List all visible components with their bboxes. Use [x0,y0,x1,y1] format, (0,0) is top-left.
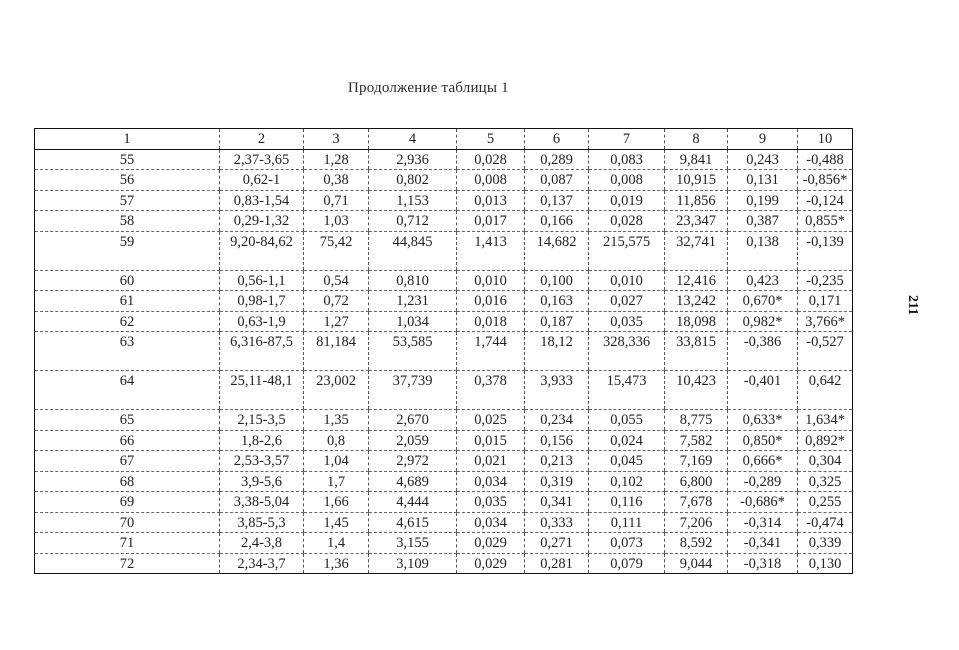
table-cell: 0,035 [589,311,665,332]
table-cell: 0,802 [369,170,457,191]
table-cell: 62 [35,311,220,332]
table-cell: 0,712 [369,211,457,232]
table-cell: 1,36 [304,553,369,574]
table-cell: 0,024 [589,430,665,451]
table-cell: -0,124 [798,190,853,211]
table-cell: 18,12 [525,332,589,371]
table-cell: 7,169 [665,451,728,472]
table-cell: 3,155 [369,533,457,554]
page-number: 211 [905,295,920,316]
table-cell: 0,111 [589,512,665,533]
table-cell: 0,56-1,1 [220,270,304,291]
table-cell: 0,8 [304,430,369,451]
table-cell: 10,423 [665,371,728,410]
table-cell: 0,021 [457,451,525,472]
table-cell: 0,281 [525,553,589,574]
table-cell: 6 [525,129,589,150]
table-cell: 60 [35,270,220,291]
data-table [34,128,853,574]
table-cell: 0,034 [457,512,525,533]
table-cell: 2,972 [369,451,457,472]
table-row [35,371,853,410]
table-cell: 1,034 [369,311,457,332]
table-cell: 328,336 [589,332,665,371]
table-cell: 64 [35,371,220,410]
table-cell: 0,017 [457,211,525,232]
table-cell: 1 [35,129,220,150]
table-cell: 56 [35,170,220,191]
table-cell: 2,37-3,65 [220,149,304,170]
table-cell: 65 [35,410,220,431]
table-cell: 0,079 [589,553,665,574]
table-cell: 3,85-5,3 [220,512,304,533]
table-cell: 0,187 [525,311,589,332]
table-cell: 0,54 [304,270,369,291]
table-header-row [35,129,853,150]
table-row [35,430,853,451]
table-cell: 23,347 [665,211,728,232]
table-cell: 0,171 [798,291,853,312]
table-row [35,451,853,472]
table-cell: 0,666* [728,451,798,472]
table-cell: 3,9-5,6 [220,471,304,492]
table-cell: 9 [728,129,798,150]
table-row [35,512,853,533]
table-cell: 1,66 [304,492,369,513]
table-cell: 0,339 [798,533,853,554]
table-row [35,291,853,312]
table-cell: 0,166 [525,211,589,232]
table-cell: 0,010 [589,270,665,291]
table-cell: 3,766* [798,311,853,332]
table-cell: 55 [35,149,220,170]
table-cell: 10 [798,129,853,150]
table-cell: 0,892* [798,430,853,451]
table-cell: 0,72 [304,291,369,312]
table-cell: 0,670* [728,291,798,312]
table-cell: -0,289 [728,471,798,492]
table-cell: 0,633* [728,410,798,431]
table-row [35,270,853,291]
table-cell: 0,642 [798,371,853,410]
table-cell: 6,316-87,5 [220,332,304,371]
table-cell: 0,029 [457,553,525,574]
table-cell: 0,116 [589,492,665,513]
table-cell: 33,815 [665,332,728,371]
table-cell: 18,098 [665,311,728,332]
table-cell: -0,314 [728,512,798,533]
table-row [35,149,853,170]
table-cell: 0,213 [525,451,589,472]
table-cell: 1,153 [369,190,457,211]
table-cell: 3,109 [369,553,457,574]
table-cell: 0,028 [457,149,525,170]
table-cell: -0,139 [798,231,853,270]
table-cell: 57 [35,190,220,211]
table-cell: 3,38-5,04 [220,492,304,513]
table-cell: 2,936 [369,149,457,170]
table-cell: 0,015 [457,430,525,451]
table-cell: 3 [304,129,369,150]
table-cell: 0,073 [589,533,665,554]
table-cell: 0,98-1,7 [220,291,304,312]
table-cell: 0,027 [589,291,665,312]
table-cell: 2,53-3,57 [220,451,304,472]
table-cell: 1,04 [304,451,369,472]
table-cell: 0,199 [728,190,798,211]
table-cell: 11,856 [665,190,728,211]
table-cell: 67 [35,451,220,472]
table-cell: 0,38 [304,170,369,191]
table-cell: 0,850* [728,430,798,451]
table-cell: 68 [35,471,220,492]
table-cell: 2 [220,129,304,150]
table-cell: 0,810 [369,270,457,291]
table-cell: 0,234 [525,410,589,431]
table-cell: 0,130 [798,553,853,574]
table-cell: 1,28 [304,149,369,170]
table-row [35,332,853,371]
table-cell: 0,055 [589,410,665,431]
table-cell: 1,27 [304,311,369,332]
table-cell: 0,138 [728,231,798,270]
table-cell: 1,45 [304,512,369,533]
table-cell: 0,131 [728,170,798,191]
table-cell: 32,741 [665,231,728,270]
table-cell: 0,341 [525,492,589,513]
table-cell: 9,20-84,62 [220,231,304,270]
table-cell: -0,386 [728,332,798,371]
table-cell: 1,413 [457,231,525,270]
table-cell: 0,63-1,9 [220,311,304,332]
table-cell: 1,7 [304,471,369,492]
table-cell: 4,444 [369,492,457,513]
table-cell: 7,582 [665,430,728,451]
table-row [35,211,853,232]
table-cell: 9,841 [665,149,728,170]
table-cell: 4,615 [369,512,457,533]
table-cell: -0,474 [798,512,853,533]
table-cell: 25,11-48,1 [220,371,304,410]
table-cell: 0,982* [728,311,798,332]
table-cell: 0,018 [457,311,525,332]
table-cell: 8 [665,129,728,150]
table-cell: 71 [35,533,220,554]
table-cell: 0,289 [525,149,589,170]
table-cell: 0,019 [589,190,665,211]
table-cell: 6,800 [665,471,728,492]
table-caption: Продолжение таблицы 1 [348,80,509,96]
table-cell: 7 [589,129,665,150]
table-cell: -0,527 [798,332,853,371]
table-cell: 215,575 [589,231,665,270]
table-cell: 0,100 [525,270,589,291]
table-cell: 0,855* [798,211,853,232]
table-cell: 0,087 [525,170,589,191]
table-cell: 4 [369,129,457,150]
table-cell: 0,045 [589,451,665,472]
table-cell: 72 [35,553,220,574]
table-cell: 0,008 [589,170,665,191]
table-cell: 0,025 [457,410,525,431]
table-cell: 59 [35,231,220,270]
table-cell: 37,739 [369,371,457,410]
table-cell: 0,013 [457,190,525,211]
table-cell: 0,028 [589,211,665,232]
table-cell: 1,231 [369,291,457,312]
table-cell: 0,29-1,32 [220,211,304,232]
table-cell: 5 [457,129,525,150]
table-cell: 0,029 [457,533,525,554]
table-cell: 0,325 [798,471,853,492]
table-cell: 1,03 [304,211,369,232]
table-cell: 61 [35,291,220,312]
table-row [35,231,853,270]
table-row [35,410,853,431]
table-cell: 2,34-3,7 [220,553,304,574]
table-cell: 14,682 [525,231,589,270]
table-cell: 1,4 [304,533,369,554]
table-cell: 23,002 [304,371,369,410]
table-cell: 1,35 [304,410,369,431]
table-cell: -0,235 [798,270,853,291]
table-cell: 69 [35,492,220,513]
table-cell: 8,592 [665,533,728,554]
table-cell: 75,42 [304,231,369,270]
table-cell: 81,184 [304,332,369,371]
table-cell: 53,585 [369,332,457,371]
table-cell: 15,473 [589,371,665,410]
table-cell: 0,243 [728,149,798,170]
table-cell: 58 [35,211,220,232]
table-cell: 0,271 [525,533,589,554]
table-cell: 0,378 [457,371,525,410]
table-row [35,190,853,211]
table-cell: 4,689 [369,471,457,492]
table-cell: 13,242 [665,291,728,312]
table-cell: 0,71 [304,190,369,211]
table-cell: -0,318 [728,553,798,574]
table-cell: 44,845 [369,231,457,270]
table-cell: 0,034 [457,471,525,492]
table-cell: 0,008 [457,170,525,191]
table-cell: 0,83-1,54 [220,190,304,211]
table-row [35,471,853,492]
table-cell: 0,255 [798,492,853,513]
table-cell: 70 [35,512,220,533]
table-cell: 0,62-1 [220,170,304,191]
table-cell: 0,035 [457,492,525,513]
table-row [35,492,853,513]
table-cell: 0,423 [728,270,798,291]
table-cell: -0,686* [728,492,798,513]
table-cell: 3,933 [525,371,589,410]
table-cell: 0,156 [525,430,589,451]
table-cell: 0,333 [525,512,589,533]
table-cell: 1,8-2,6 [220,430,304,451]
table-row [35,170,853,191]
table-cell: 7,206 [665,512,728,533]
table-cell: 1,744 [457,332,525,371]
table-cell: 7,678 [665,492,728,513]
table-cell: 0,016 [457,291,525,312]
table-cell: 12,416 [665,270,728,291]
table-cell: 2,059 [369,430,457,451]
table-cell: -0,856* [798,170,853,191]
table-row [35,311,853,332]
table-cell: 0,083 [589,149,665,170]
table-cell: 1,634* [798,410,853,431]
table-cell: 63 [35,332,220,371]
table-cell: 2,670 [369,410,457,431]
table-cell: 2,4-3,8 [220,533,304,554]
table-cell: 10,915 [665,170,728,191]
table-cell: -0,401 [728,371,798,410]
table-cell: 0,102 [589,471,665,492]
table-cell: 8,775 [665,410,728,431]
table-cell: -0,341 [728,533,798,554]
table-cell: 0,387 [728,211,798,232]
table-cell: 9,044 [665,553,728,574]
table-cell: 0,010 [457,270,525,291]
table-cell: -0,488 [798,149,853,170]
table-cell: 0,137 [525,190,589,211]
table-cell: 0,304 [798,451,853,472]
table-row [35,533,853,554]
table-cell: 0,163 [525,291,589,312]
table-cell: 0,319 [525,471,589,492]
table-cell: 66 [35,430,220,451]
table-row [35,553,853,574]
table-cell: 2,15-3,5 [220,410,304,431]
